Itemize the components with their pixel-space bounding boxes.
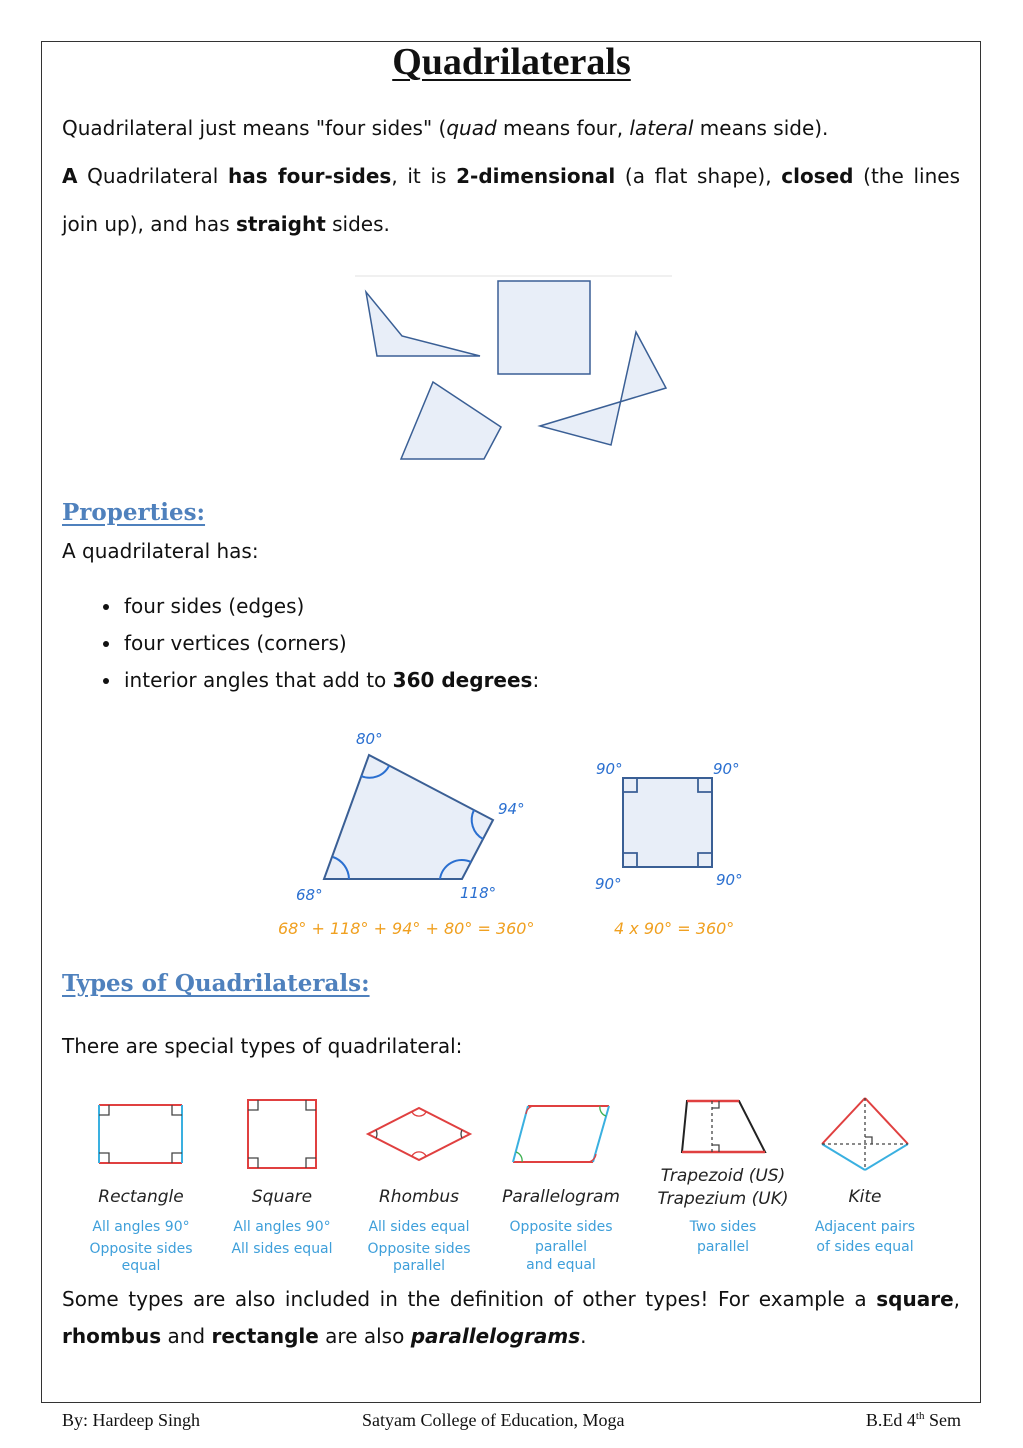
list-item: • four vertices (corners) <box>122 625 539 662</box>
trapezoid-shape <box>682 1101 765 1152</box>
footer-course: B.Ed 4th Sem <box>865 1410 961 1430</box>
quad-angle-sum: 68° + 118° + 94° + 80° = 360° <box>278 919 535 938</box>
square-angle-label: 90° <box>595 875 622 893</box>
type-desc-line: parallel <box>534 1239 588 1255</box>
type-name-kite: Kite <box>848 1187 882 1207</box>
list-item: • four sides (edges) <box>122 588 539 625</box>
angle-label-68: 68° <box>296 886 323 904</box>
type-desc-line: Opposite sides <box>367 1241 471 1257</box>
type-name-trapezoid-us: Trapezoid (US) <box>660 1166 786 1186</box>
kite-shape <box>822 1098 908 1170</box>
type-desc-line: Opposite sides <box>89 1241 193 1257</box>
interior-angles-figure <box>270 722 790 944</box>
list-item: • interior angles that add to 360 degrees: <box>122 662 539 699</box>
type-desc-line: Opposite sides <box>509 1219 613 1235</box>
type-desc-line: All angles 90° <box>233 1219 331 1235</box>
types-lead: There are special types of quadrilateral: <box>62 1034 463 1058</box>
square-angle-label: 90° <box>713 760 740 778</box>
intro-paragraph-1: Quadrilateral just means "four sides" (quad means four, lateral means side). <box>62 116 829 140</box>
irregular-quad-shape <box>401 382 501 459</box>
type-desc-line: All sides equal <box>231 1241 333 1257</box>
concave-quad-shape <box>366 292 480 356</box>
type-name-parallelogram: Parallelogram <box>502 1187 620 1207</box>
page-title: Quadrilaterals <box>392 41 631 83</box>
properties-lead: A quadrilateral has: <box>62 539 259 563</box>
type-desc-line: parallel <box>696 1239 750 1255</box>
type-desc-line: of sides equal <box>816 1239 914 1255</box>
intro-paragraph-2: A Quadrilateral has four-sides, it is 2-dimensional (a flat shape), closed (the lines join up), and has straight sides. <box>62 164 960 236</box>
type-name-rhombus: Rhombus <box>379 1187 459 1207</box>
rectangle-shape <box>99 1105 182 1163</box>
angle-label-80: 80° <box>356 730 383 748</box>
square-type-shape <box>248 1100 316 1168</box>
angle-label-118: 118° <box>460 884 497 902</box>
properties-heading: Properties: <box>62 499 206 526</box>
type-desc-line: All sides equal <box>368 1219 470 1235</box>
quadrilateral-examples-figure <box>350 272 680 467</box>
footer-college: Satyam College of Education, Moga <box>362 1410 625 1430</box>
type-desc-line: Adjacent pairs <box>814 1219 916 1235</box>
square-shape <box>498 281 590 374</box>
footer-author: By: Hardeep Singh <box>62 1410 200 1430</box>
type-name-square: Square <box>251 1187 313 1207</box>
type-desc-line: Two sides <box>689 1219 757 1235</box>
rhombus-shape <box>368 1108 470 1160</box>
type-desc-line: All angles 90° <box>92 1219 190 1235</box>
type-name-rectangle: Rectangle <box>98 1187 184 1207</box>
types-heading: Types of Quadrilaterals: <box>62 970 370 997</box>
square-angle-label: 90° <box>596 760 623 778</box>
properties-list <box>82 588 539 699</box>
parallelogram-shape <box>513 1106 609 1162</box>
type-desc-line: and equal <box>526 1257 596 1273</box>
square-angle-label: 90° <box>716 871 743 889</box>
quadrilateral-types-figure <box>70 1088 950 1278</box>
closing-paragraph: Some types are also included in the definition of other types! For example a square, rhombus and rectangle are also parallelograms. <box>62 1287 960 1348</box>
square-angle-sum: 4 x 90° = 360° <box>614 919 735 938</box>
type-name-trapezium-uk: Trapezium (UK) <box>657 1189 789 1209</box>
type-desc-line: parallel <box>392 1258 446 1274</box>
type-desc-line: equal <box>121 1258 161 1274</box>
angle-label-94: 94° <box>498 800 525 818</box>
